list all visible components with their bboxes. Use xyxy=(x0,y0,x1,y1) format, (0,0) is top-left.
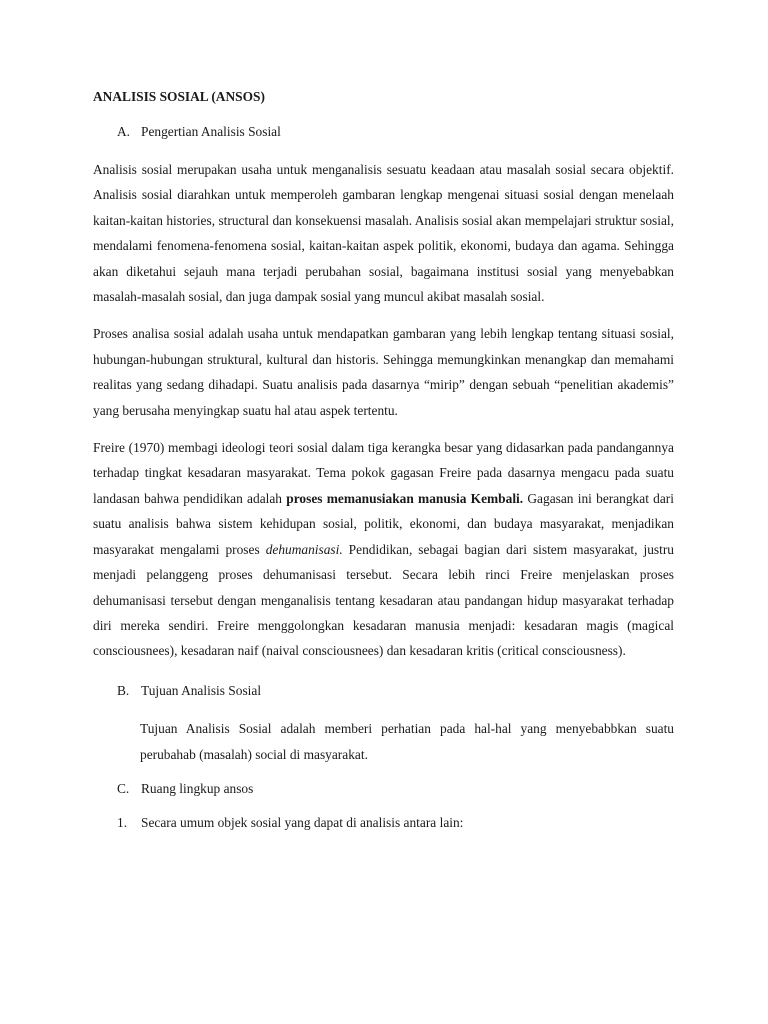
para3-text-2: Gagasan ini berangkat dari suatu analisis bahwa sistem kehidupan sosial, politik, ekonomi, dan budaya masyarakat, menjadikan masyarakat mengalami proses xyxy=(93,490,674,557)
section-a-marker: A. xyxy=(117,124,131,139)
section-c-marker: C. xyxy=(117,780,130,796)
section-a-paragraph-2: Proses analisa sosial adalah usaha untuk mendapatkan gambaran yang lebih lengkap tentang situasi sosial, hubungan-hubungan struktural, kultural dan historis. Sehingga memungkinkan menangkap dan memahami realitas yang sedang dihadapi. Suatu analisis pada dasarnya “mirip” dengan sebuah “penelitian akademis” yang berusaha menyingkap suatu hal atau aspek tertentu. xyxy=(93,326,674,418)
para3-text-1: Freire (1970) membagi ideologi teori sosial dalam tiga kerangka besar yang didasarkan pada pandangannya terhadap tingkat kesadaran masyarakat. Tema pokok gagasan Freire pada dasarnya mengacu pada suatu landasan bahwa pendidikan adalah xyxy=(93,440,674,506)
section-c-heading xyxy=(93,780,674,797)
section-b-paragraph-1: Tujuan Analisis Sosial adalah memberi perhatian pada hal-hal yang menyebabbkan suatu perubahab (masalah) social di masyarakat. xyxy=(140,720,674,762)
section-a-title: Pengertian Analisis Sosial xyxy=(141,124,281,139)
section-a-paragraph-3 xyxy=(93,435,674,664)
section-b-heading xyxy=(93,682,674,699)
section-b-marker: B. xyxy=(117,682,130,698)
para3-text-3: Pendidikan, sebagai bagian dari sistem masyarakat, justru menjadi pelanggeng proses dehumanisasi tersebut. Secara lebih rinci Freire menjelaskan proses dehumanisasi tersebut dengan menganalisis tentang kesadaran atau pandangan hidup masyarakat terhadap diri mereka sendiri. Freire menggolongkan kesadaran manusia menjadi: kesadaran magis (magical consciousnees), kesadaran naif (naival consciousnees) dan kesadaran kritis (critical consciousness). xyxy=(93,541,674,659)
section-b-title: Tujuan Analisis Sosial xyxy=(141,682,262,698)
section-a-heading xyxy=(93,123,674,140)
list-item-marker: 1. xyxy=(117,814,128,830)
para3-bold-text: proses memanusiakan manusia Kembali. xyxy=(286,490,524,506)
section-a-paragraph-1: Analisis sosial merupakan usaha untuk menganalisis sesuatu keadaan atau masalah sosial secara objektif. Analisis sosial diarahkan untuk memperoleh gambaran lengkap mengenai situasi sosial dengan menelaah kaitan-kaitan histories, structural dan konsekuensi masalah. Analisis sosial akan mempelajari struktur sosial, mendalami fenomena-fenomena sosial, kaitan-kaitan aspek politik, ekonomi, budaya dan agama. Sehingga akan diketahui sejauh mana terjadi perubahan sosial, bagaimana institusi sosial yang menyebabkan masalah-masalah sosial, dan juga dampak sosial yang muncul akibat masalah sosial. xyxy=(93,162,674,305)
list-item xyxy=(93,814,674,831)
section-c-title: Ruang lingkup ansos xyxy=(141,780,254,796)
document-title: ANALISIS SOSIAL (ANSOS) xyxy=(93,89,265,104)
list-item-text: Secara umum objek sosial yang dapat di analisis antara lain: xyxy=(141,814,464,830)
para3-italic-text: dehumanisasi. xyxy=(265,541,343,557)
